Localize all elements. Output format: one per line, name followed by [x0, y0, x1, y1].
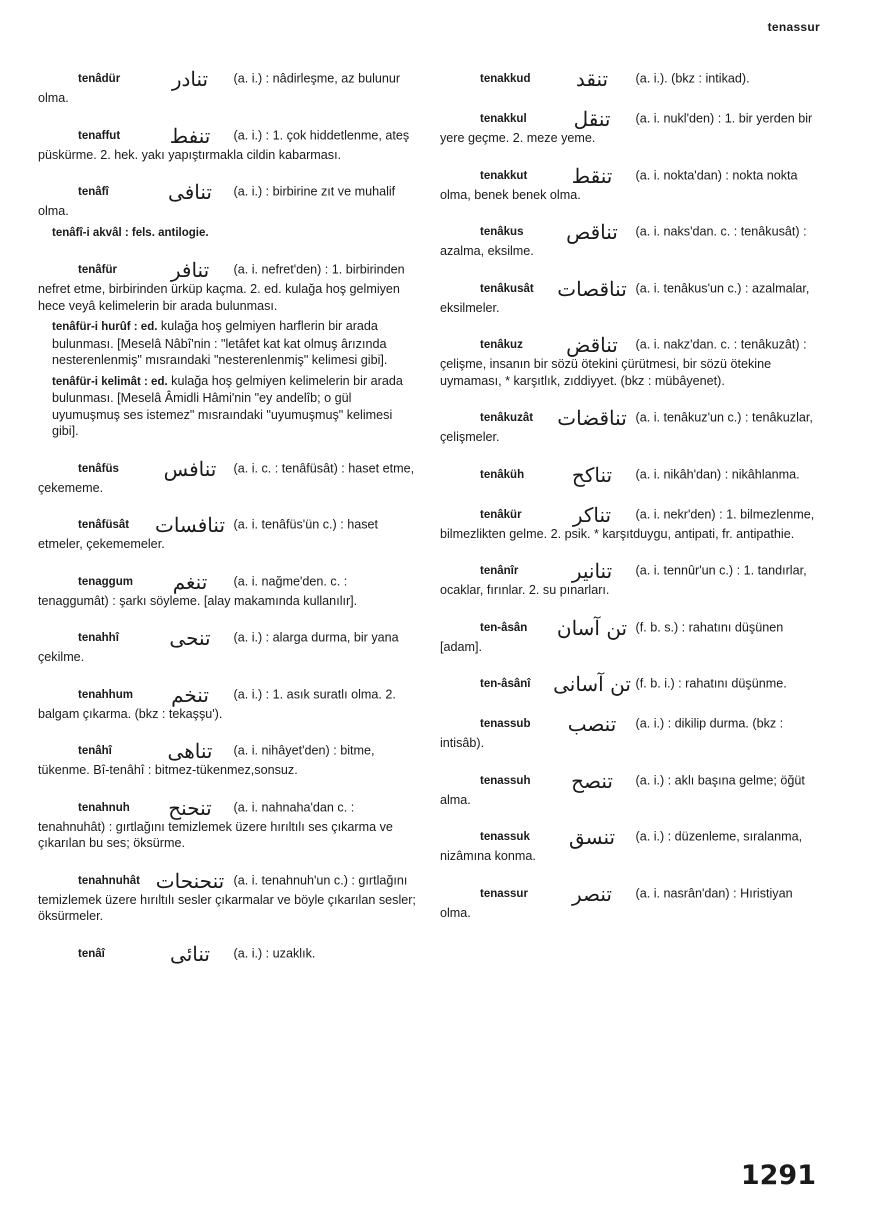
dictionary-entry — [38, 571, 416, 610]
entry-arabic-script: تناهى — [167, 739, 213, 763]
dictionary-entry — [38, 458, 416, 497]
dictionary-entry — [440, 407, 820, 446]
sub-entry — [38, 224, 416, 242]
dictionary-entry — [38, 870, 416, 925]
entry-definition: (a. i. tenâkus'un c.) : azalmalar, eksilmeler. — [440, 280, 810, 315]
entry-definition: (a. i.) : birbirine zıt ve muhalif olma. — [38, 184, 396, 218]
sub-entry-definition: kulağa hoş gelmiyen kelimelerin bir arada bulunması. [Meselâ Âmidli Hâmi'nin "ey andelîb; o gül uyumuşmuş ses istemez" mısraındaki "uyumuşmuş" kelimesi gibi]. — [52, 373, 403, 438]
entry-arabic-script: تناقضات — [557, 406, 627, 430]
entry-headword: tenânîr — [480, 565, 519, 578]
dictionary-entry — [440, 68, 820, 90]
dictionary-entry — [38, 797, 416, 852]
dictionary-entry — [38, 514, 416, 553]
entry-definition: (a. i. tenâkuz'un c.) : tenâkuzlar, çelişmeler. — [440, 410, 813, 444]
entry-arabic-script: تنافى — [168, 180, 212, 204]
dictionary-entry — [440, 673, 820, 695]
entry-arabic-script: تن آسان — [556, 615, 628, 640]
entry-definition: (a. i.) : düzenleme, sıralanma, nizâmına konma. — [440, 829, 803, 863]
entry-headword: tenâhî — [78, 745, 112, 758]
entry-headword: tenahnuhât — [78, 874, 140, 887]
entry-definition: (a. i. nakz'dan. c. : tenâkuzât) : çelişme, insanın bir sözü ötekini çürütmesi, bir sözü ötekine uymaması, * karşıtlık, zıddiyyet. (bkz : mübâyenet). — [440, 337, 807, 388]
entry-definition: (a. i. nahnaha'dan c. : tenahnuhât) : gırtlağını temizlemek üzere hırıltılı ses çıkarma ve çıkarılan bu ses; öksürme. — [38, 799, 393, 850]
entry-definition: (a. i. nikâh'dan) : nikâhlanma. — [635, 466, 800, 481]
entry-definition: (a. i. c. : tenâfüsât) : haset etme, çekememe. — [38, 460, 415, 495]
entry-arabic-script: تنغم — [172, 569, 208, 594]
entry-headword: tenaggum — [78, 575, 133, 588]
entry-definition: (a. i. tennûr'un c.) : 1. tandırlar, ocaklar, fırınlar. 2. su pınarları. — [440, 563, 807, 597]
sub-entry — [38, 318, 416, 369]
entry-arabic-script: تناكح — [571, 462, 613, 487]
entry-definition: (a. i. nokta'dan) : nokta nokta olma, benek benek olma. — [440, 167, 798, 202]
entry-arabic-script: تنخم — [171, 682, 209, 707]
entry-definition: (a. i. nasrân'dan) : Hıristiyan olma. — [440, 885, 793, 920]
entry-headword: tenâkus — [480, 226, 524, 239]
dictionary-entry — [440, 504, 820, 543]
entry-headword: tenahnuh — [78, 801, 130, 814]
right-column — [440, 68, 820, 939]
entry-arabic-script: تناقصات — [557, 276, 627, 301]
dictionary-entry — [38, 181, 416, 220]
entry-definition: (a. i. nağme'den. c. : tenaggumât) : şarkı söyleme. [alay makamında kullanılır]. — [38, 573, 358, 608]
entry-arabic-script: تنادر — [171, 67, 209, 91]
entry-headword: tenâkuz — [480, 339, 523, 352]
dictionary-entry — [440, 560, 820, 599]
entry-definition: (f. b. i.) : rahatını düşünme. — [635, 676, 787, 691]
dictionary-entry — [440, 334, 820, 389]
entry-arabic-script: تنسق — [568, 825, 616, 849]
entry-definition: (a. i.) : uzaklık. — [233, 945, 316, 960]
dictionary-entry — [440, 617, 820, 656]
entry-headword: tenakkut — [480, 169, 528, 182]
entry-arabic-script: تن آسانى — [553, 672, 631, 696]
entry-definition: (a. i. naks'dan. c. : tenâkusât) : azalma, eksilme. — [440, 224, 807, 258]
entry-arabic-script: تنحى — [169, 626, 211, 650]
entry-headword: tenakkud — [480, 73, 531, 86]
entry-arabic-script: تناكر — [572, 502, 612, 527]
entry-headword: tenâküh — [480, 468, 525, 481]
sub-entry — [38, 373, 416, 440]
entry-headword: tenâfî — [78, 186, 109, 199]
entry-arabic-script: تنافسات — [154, 513, 226, 537]
dictionary-entry — [440, 883, 820, 922]
dictionary-entry — [38, 125, 416, 164]
entry-arabic-script: تنفط — [169, 123, 211, 148]
sub-entry-headword: tenâfî-i akvâl : fels. antilogie. — [52, 226, 209, 239]
page-number: 1291 — [740, 1160, 816, 1191]
entry-arabic-script: تنائى — [170, 941, 210, 966]
dictionary-entry — [440, 221, 820, 260]
entry-definition: (f. b. s.) : rahatını düşünen [adam]. — [440, 619, 784, 654]
entry-headword: tenâî — [78, 947, 105, 960]
dictionary-entry — [38, 740, 416, 779]
entry-definition: (a. i.) : alarga durma, bir yana çekilme. — [38, 630, 399, 664]
left-column — [38, 68, 416, 983]
dictionary-entry — [440, 770, 820, 809]
dictionary-entry — [38, 259, 416, 314]
entry-headword: ten-âsân — [480, 621, 528, 634]
entry-headword: tenassuh — [480, 774, 531, 787]
dictionary-entry — [38, 943, 416, 965]
dictionary-entry — [440, 464, 820, 486]
entry-definition: (a. i.) : dikilip durma. (bkz : intisâb). — [440, 716, 784, 750]
entry-headword: tenakkul — [480, 113, 527, 126]
entry-headword: tenassub — [480, 718, 531, 731]
entry-arabic-script: تنقط — [571, 163, 613, 188]
entry-definition: (a. i.). (bkz : intikad). — [635, 71, 750, 86]
entry-arabic-script: تنحنحات — [155, 868, 225, 893]
sub-entry-headword: tenâfür-i hurûf : ed. — [52, 321, 158, 333]
entry-definition: (a. i. nukl'den) : 1. bir yerden bir yere geçme. 2. meze yeme. — [440, 111, 813, 145]
sub-entry-headword: tenâfür-i kelimât : ed. — [52, 375, 168, 388]
sub-entry-definition: kulağa hoş gelmiyen harflerin bir arada bulunması. [Meselâ Nâbî'nin : "letâfet kat kat olmuş ârızında nesterenlenmiş" mısraındaki "nesterenlenmiş" kelimesi gibi]. — [52, 319, 388, 367]
entry-definition: (a. i. nefret'den) : 1. birbirinden nefret etme, birbirinden ürküp kaçma. 2. ed. kulağa hoş gelmiyen hece veyâ kelimelerin bir arada bulunması. — [38, 262, 405, 313]
entry-headword: tenaffut — [78, 129, 121, 142]
entry-headword: tenâfür — [78, 264, 117, 277]
entry-definition: (a. i.) : 1. asık suratlı olma. 2. balgam çıkarma. (bkz : tekaşşu'). — [38, 686, 396, 721]
entry-headword: tenâdür — [78, 73, 121, 86]
entry-headword: tenahhum — [78, 688, 133, 701]
entry-headword: tenahhî — [78, 632, 119, 645]
entry-arabic-script: تنقد — [575, 67, 609, 91]
entry-definition: (a. i. nihâyet'den) : bitme, tükenme. Bî-tenâhî : bitmez-tükenmez,sonsuz. — [38, 743, 375, 777]
entry-headword: tenassur — [480, 887, 528, 900]
entry-arabic-script: تناقص — [566, 220, 618, 244]
entry-arabic-script: تنصر — [572, 881, 612, 906]
entry-definition: (a. i.) : nâdirleşme, az bulunur olma. — [38, 71, 401, 105]
dictionary-entry — [440, 826, 820, 865]
entry-arabic-script: تنحنح — [168, 795, 212, 820]
dictionary-entry — [440, 108, 820, 147]
entry-headword: tenâkusât — [480, 282, 534, 295]
entry-arabic-script: تناقض — [566, 333, 618, 357]
entry-arabic-script: تنانير — [571, 559, 613, 583]
entry-definition: (a. i. nekr'den) : 1. bilmezlenme, bilmezlikten gelme. 2. psik. * karşıtduygu, antipati, fr. antipathie. — [440, 506, 815, 541]
dictionary-entry — [38, 68, 416, 107]
entry-headword: tenâfüs — [78, 462, 119, 475]
entry-arabic-script: تنصح — [571, 768, 613, 793]
dictionary-entry — [440, 713, 820, 752]
entry-headword: tenâfüsât — [78, 519, 130, 532]
entry-headword: ten-âsânî — [480, 678, 531, 691]
dictionary-entry — [440, 165, 820, 204]
entry-definition: (a. i. tenâfüs'ün c.) : haset etmeler, çekememeler. — [38, 517, 379, 551]
entry-arabic-script: تنقل — [573, 107, 611, 131]
entry-headword: tenâkür — [480, 508, 522, 521]
entry-headword: tenâkuzât — [480, 412, 534, 425]
entry-arabic-script: تنافر — [170, 258, 210, 282]
entry-arabic-script: تنصب — [567, 712, 617, 736]
entry-headword: tenassuk — [480, 831, 530, 844]
entry-definition: (a. i.) : 1. çok hiddetlenme, ateş püskürme. 2. hek. yakı yapıştırmakla cildin kabarması. — [38, 127, 410, 162]
dictionary-entry — [440, 278, 820, 317]
entry-definition: (a. i.) : aklı başına gelme; öğüt alma. — [440, 772, 805, 807]
running-head: tenassur — [767, 20, 820, 34]
entry-definition: (a. i. tenahnuh'un c.) : gırtlağını temizlemek üzere hırıltılı sesler çıkarmalar ve böyle çıkarılan sesler; öksürmeler. — [38, 872, 416, 923]
dictionary-entry — [38, 627, 416, 666]
dictionary-entry — [38, 684, 416, 723]
entry-arabic-script: تنافس — [163, 456, 217, 481]
